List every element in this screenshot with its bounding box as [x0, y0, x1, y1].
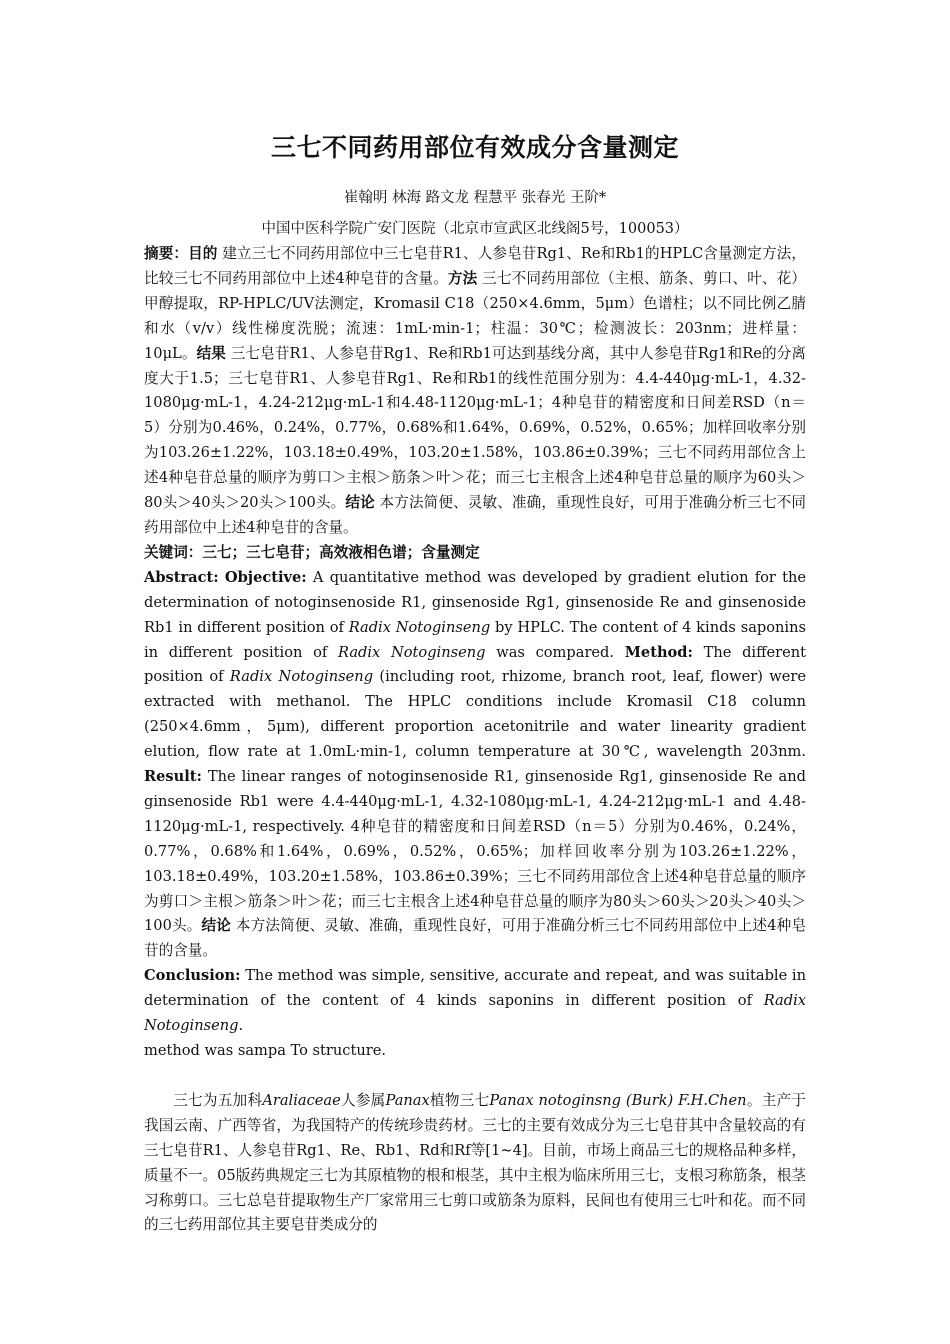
- family-name: Araliaceae: [262, 1091, 341, 1109]
- method-label: 方法: [447, 269, 478, 287]
- intro-text-a: 三七为五加科: [173, 1091, 263, 1109]
- en-conclusion-label: Conclusion:: [144, 967, 241, 985]
- en-result-label: Result:: [144, 768, 202, 786]
- objective-label: 目的: [188, 245, 218, 262]
- en-objective-label: Objective:: [224, 568, 307, 586]
- species-latin-name: Panax notoginsng (Burk) F.H.Chen: [489, 1091, 747, 1109]
- en-conclusion-cn-label: 结论: [201, 917, 232, 935]
- author-list: 崔翰明 林海 路文龙 程慧平 张春光 王阶*: [343, 190, 607, 206]
- intro-text-b: 人参属: [340, 1091, 386, 1109]
- en-method-text-a: The different position of: [144, 643, 806, 686]
- conclusion-text: 本方法简便、灵敏、准确，重现性良好，可用于准确分析三七不同药用部位中上述4种皂苷的含量。: [144, 494, 806, 536]
- en-objective-text-c: was compared.: [485, 643, 625, 661]
- conclusion-tail: method was sampa To structure.: [144, 1042, 386, 1059]
- objective-text: 建立三七不同药用部位中三七皂苷R1、人参皂苷Rg1、Re和Rb1的HPLC含量测定方法，比较三七不同药用部位中上述4种皂苷的含量。: [144, 245, 806, 287]
- section-gap: [144, 1064, 806, 1089]
- en-conclusion-text: The method was simple, sensitive, accurate and repeat, and was suitable in determination of the content of 4 kinds saponins in different position of: [144, 967, 806, 1010]
- species-name: Radix Notoginseng: [338, 643, 486, 661]
- species-name: Radix Notoginseng: [348, 618, 491, 636]
- introduction-paragraph: [144, 1089, 806, 1238]
- genus-name: Panax: [385, 1091, 430, 1109]
- species-name: Radix Notoginseng.: [144, 992, 806, 1035]
- conclusion-label: 结论: [345, 494, 375, 512]
- en-objective-text-a: A quantitative method was developed by gradient elution for the determination of notoginsenoside R1, ginsenoside Rg1, ginsenoside Re and ginsenoside Rb1 in different position of: [144, 568, 807, 636]
- paper-page: [144, 128, 806, 1238]
- en-objective-text-b: by HPLC. The content of 4 kinds saponins in different position of: [144, 618, 806, 661]
- intro-text-c: 植物三七: [429, 1091, 490, 1109]
- en-conclusion-cn-text: 本方法简便、灵敏、准确，重现性良好，可用于准确分析三七不同药用部位中上述4种皂苷的含量。: [144, 917, 806, 960]
- affiliation: 中国中医科学院广安门医院（北京市宣武区北线阁5号，100053）: [261, 221, 689, 237]
- intro-text-d: 。主产于我国云南、广西等省，为我国特产的传统珍贵药材。三七的主要有效成分为三七皂苷其中含量较高的有三七皂苷R1、人参皂苷Rg1、Re、Rb1、Rd和Rf等[1~4]。目前，市场上商品三七的规格品种多样，质量不一。05版药典规定三七为其原植物的根和根茎，其中主根为临床所用三七，支根习称筋条，根茎习称剪口。三七总皂苷提取物生产厂家常用三七剪口或筋条为原料，民间也有使用三七叶和花。而不同的三七药用部位其主要皂苷类成分的: [144, 1091, 806, 1234]
- en-result-text: The linear ranges of notoginsenoside R1, ginsenoside Rg1, ginsenoside Re and ginsenoside Rb1 were 4.4-440μg·mL-1, 4.32-1080μg·mL-1, 4.24-212μg·mL-1 and 4.48-1120μg·mL-1, respectively. 4种皂苷的精密度和日间差RSD（n＝5）分别为0.46%，0.24%，0.77%，0.68%和1.64%，0.69%，0.52%，0.65%；加样回收率分别为103.26±1.22%，103.18±0.49%，103.20±1.58%，103.86±0.39%；三七不同药用部位含上述4种皂苷总量的顺序为剪口＞主根＞筋条＞叶＞花；而三七主根含上述4种皂苷总量的顺序为80头＞60头＞20头＞40头＞100头。: [144, 768, 806, 935]
- chinese-abstract: [144, 242, 806, 541]
- english-conclusion: [144, 964, 806, 1039]
- method-text: 三七不同药用部位（主根、筋条、剪口、叶、花）甲醇提取，RP-HPLC/UV法测定，Kromasil C18（250×4.6mm，5μm）色谱柱；以不同比例乙腈和水（v/v）线性梯度洗脱；流速：1mL·min-1；柱温：30℃；检测波长：203nm；进样量：10μL。: [144, 269, 806, 362]
- species-name: Radix Notoginseng: [229, 668, 374, 686]
- paper-title: 三七不同药用部位有效成分含量测定: [270, 133, 679, 162]
- en-method-label: Method:: [624, 643, 693, 661]
- result-text: 三七皂苷R1、人参皂苷Rg1、Re和Rb1可达到基线分离，其中人参皂苷Rg1和Re的分离度大于1.5；三七皂苷R1、人参皂苷Rg1、Re和Rb1的线性范围分别为：4.4-440μg·mL-1，4.32-1080μg·mL-1，4.24-212μg·mL-1和4.48-1120μg·mL-1；4种皂苷的精密度和日间差RSD（n＝5）分别为0.46%，0.24%，0.77%，0.68%和1.64%，0.69%，0.52%，0.65%；加样回收率分别为103.26±1.22%，103.18±0.49%，103.20±1.58%，103.86±0.39%；三七不同药用部位含上述4种皂苷总量的顺序为剪口＞主根＞筋条＞叶＞花；而三七主根含上述4种皂苷总量的顺序为60头＞80头＞40头＞20头＞100头。: [144, 344, 806, 512]
- result-label: 结果: [196, 344, 226, 362]
- english-abstract: [144, 566, 806, 965]
- en-method-text-b: (including root, rhizome, branch root, leaf, flower) were extracted with methanol. The HPLC conditions include Kromasil C18 column (250×4.6mm，5μm), different proportion acetonitrile and water linearity gradient elution, flow rate at 1.0mL·min-1, column temperature at 30℃, wavelength 203nm.: [144, 668, 806, 761]
- en-abstract-label: Abstract:: [144, 568, 219, 586]
- abstract-label: 摘要：: [144, 245, 189, 262]
- keywords: 关键词：三七；三七皂苷；高效液相色谱；含量测定: [144, 543, 480, 561]
